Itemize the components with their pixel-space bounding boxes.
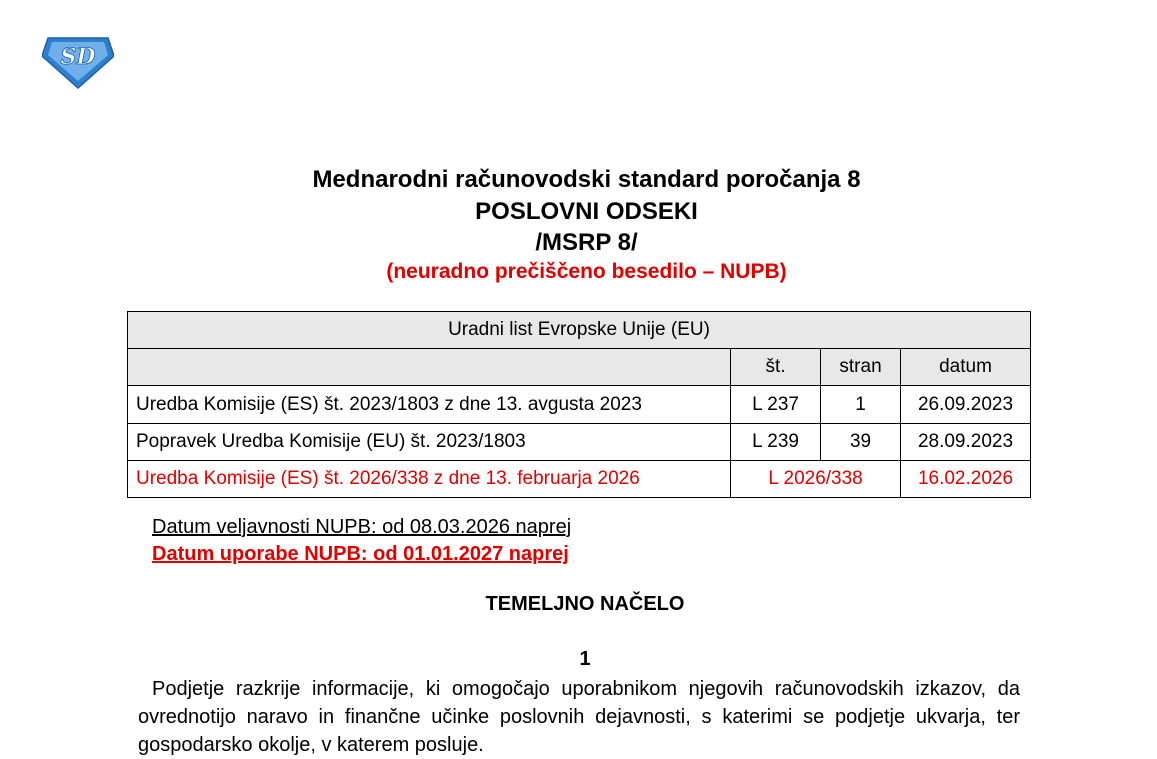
row-st: L 237	[731, 386, 821, 424]
sd-shield-logo-icon	[42, 34, 114, 90]
header-st: št.	[731, 349, 821, 386]
row-description: Popravek Uredba Komisije (EU) št. 2023/1803	[128, 424, 731, 461]
application-date: Datum uporabe NUPB: od 01.01.2027 naprej	[152, 543, 569, 565]
table-caption-row	[128, 312, 1031, 349]
section-heading: TEMELJNO NAČELO	[485, 593, 685, 615]
paragraph-number: 1	[579, 648, 591, 670]
table-row	[128, 461, 1031, 498]
standard-title: Mednarodni računovodski standard poročanja 8	[312, 166, 861, 193]
row-datum: 16.02.2026	[901, 461, 1031, 498]
table-row	[128, 386, 1031, 424]
standard-code: /MSRP 8/	[535, 229, 638, 256]
header-datum: datum	[901, 349, 1031, 386]
unofficial-text-note: (neuradno prečiščeno besedilo – NUPB)	[386, 260, 787, 283]
header-stran: stran	[821, 349, 901, 386]
paragraph-text: Podjetje razkrije informacije, ki omogočajo uporabnikom njegovih računovodskih izkazov, da ovrednotijo naravo in finančne učinke poslovnih dejavnosti, s katerimi se podjetje ukvarja, ter gospodarsko okolje, v katerem posluje.	[138, 678, 1020, 756]
table-header-row	[128, 349, 1031, 386]
row-stran: 39	[821, 424, 901, 461]
row-st: L 2026/338	[731, 461, 901, 498]
row-st: L 239	[731, 424, 821, 461]
standard-subtitle: POSLOVNI ODSEKI	[475, 198, 698, 225]
svg-text:SD: SD	[60, 44, 96, 70]
row-description: Uredba Komisije (ES) št. 2023/1803 z dne 13. avgusta 2023	[128, 386, 731, 424]
row-datum: 28.09.2023	[901, 424, 1031, 461]
header-empty-cell	[128, 349, 731, 386]
official-journal-table	[127, 311, 1031, 498]
row-datum: 26.09.2023	[901, 386, 1031, 424]
table-row	[128, 424, 1031, 461]
validity-date: Datum veljavnosti NUPB: od 08.03.2026 naprej	[152, 516, 572, 538]
table-caption: Uradni list Evropske Unije (EU)	[128, 312, 1031, 349]
row-stran: 1	[821, 386, 901, 424]
row-description: Uredba Komisije (ES) št. 2026/338 z dne 13. februarja 2026	[128, 461, 731, 498]
